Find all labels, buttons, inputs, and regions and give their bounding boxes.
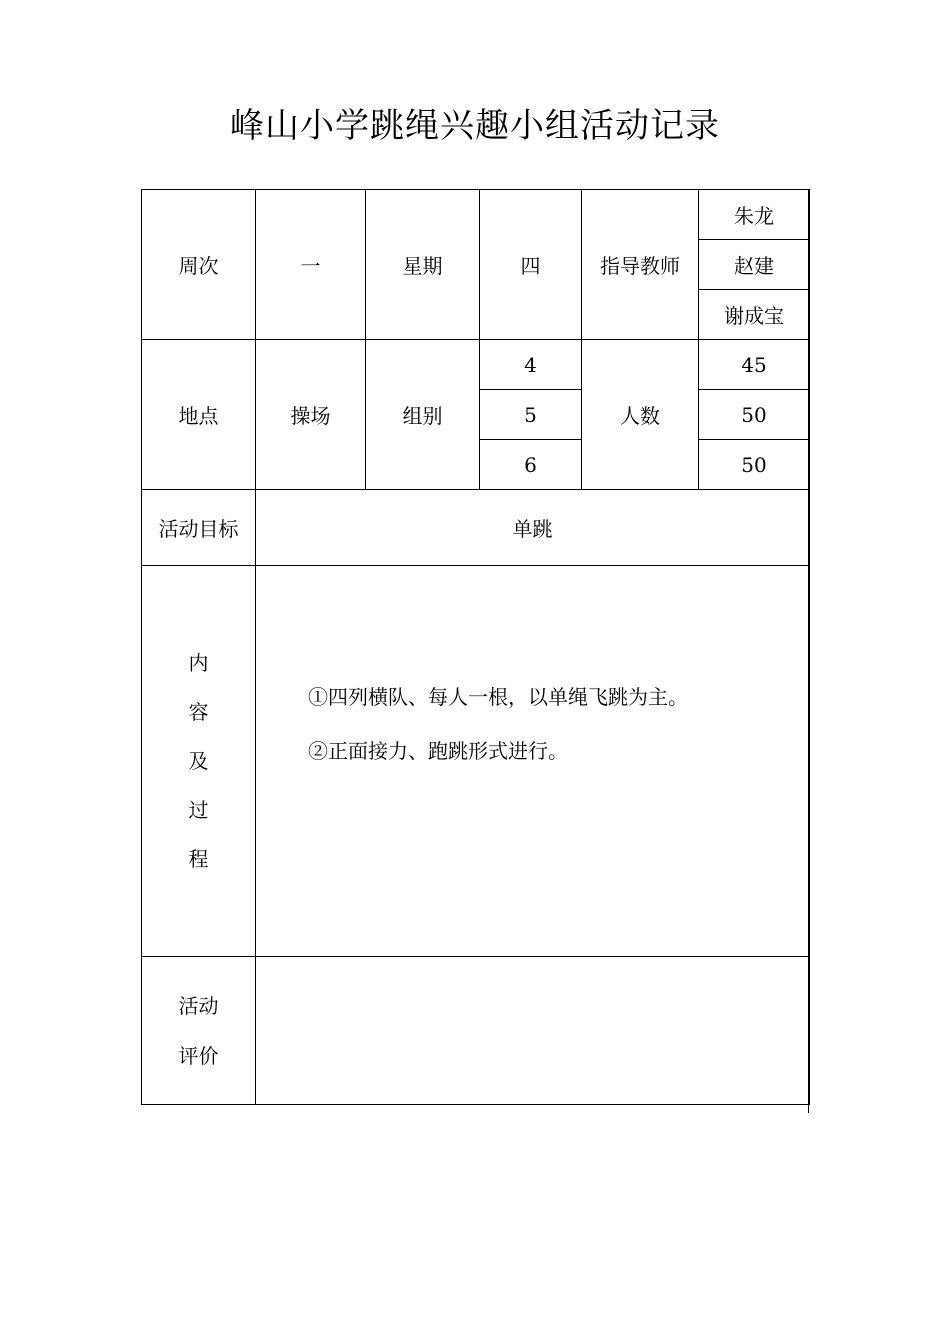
content-label-char: 程 — [188, 846, 209, 871]
weekday-value: 四 — [480, 190, 582, 340]
count-value: 50 — [699, 390, 810, 440]
evaluation-label-line: 评价 — [178, 1043, 219, 1068]
activity-record-table — [141, 189, 810, 1105]
group-value: 5 — [480, 390, 582, 440]
content-label-char: 及 — [188, 748, 209, 773]
weekday-label: 星期 — [366, 190, 480, 340]
teacher-name: 谢成宝 — [699, 290, 810, 340]
table-row — [142, 490, 810, 566]
content-body — [256, 566, 810, 957]
group-label: 组别 — [366, 340, 480, 490]
group-value: 4 — [480, 340, 582, 390]
teacher-name: 朱龙 — [699, 190, 810, 240]
goal-value: 单跳 — [256, 490, 810, 566]
content-label-char: 容 — [188, 699, 209, 724]
document-title: 峰山小学跳绳兴趣小组活动记录 — [230, 106, 720, 146]
location-label: 地点 — [142, 340, 256, 490]
evaluation-body — [256, 957, 810, 1105]
table-row — [142, 957, 810, 1105]
content-line: ②正面接力、跑跳形式进行。 — [308, 739, 568, 763]
count-label: 人数 — [582, 340, 699, 490]
week-label: 周次 — [142, 190, 256, 340]
teacher-label: 指导教师 — [582, 190, 699, 340]
count-value: 50 — [699, 440, 810, 490]
week-value: 一 — [256, 190, 366, 340]
content-label-char: 过 — [188, 797, 209, 822]
table-row — [142, 566, 810, 957]
evaluation-label — [142, 957, 256, 1105]
content-line: ①四列横队、每人一根，以单绳飞跳为主。 — [308, 685, 688, 709]
table-row — [142, 190, 810, 240]
count-value: 45 — [699, 340, 810, 390]
table-row — [142, 340, 810, 390]
teacher-name: 赵建 — [699, 240, 810, 290]
group-value: 6 — [480, 440, 582, 490]
content-label-char: 内 — [188, 650, 209, 675]
table-right-border — [808, 189, 809, 1113]
goal-label: 活动目标 — [142, 490, 256, 566]
evaluation-label-line: 活动 — [178, 993, 219, 1018]
content-label — [142, 566, 256, 957]
location-value: 操场 — [256, 340, 366, 490]
